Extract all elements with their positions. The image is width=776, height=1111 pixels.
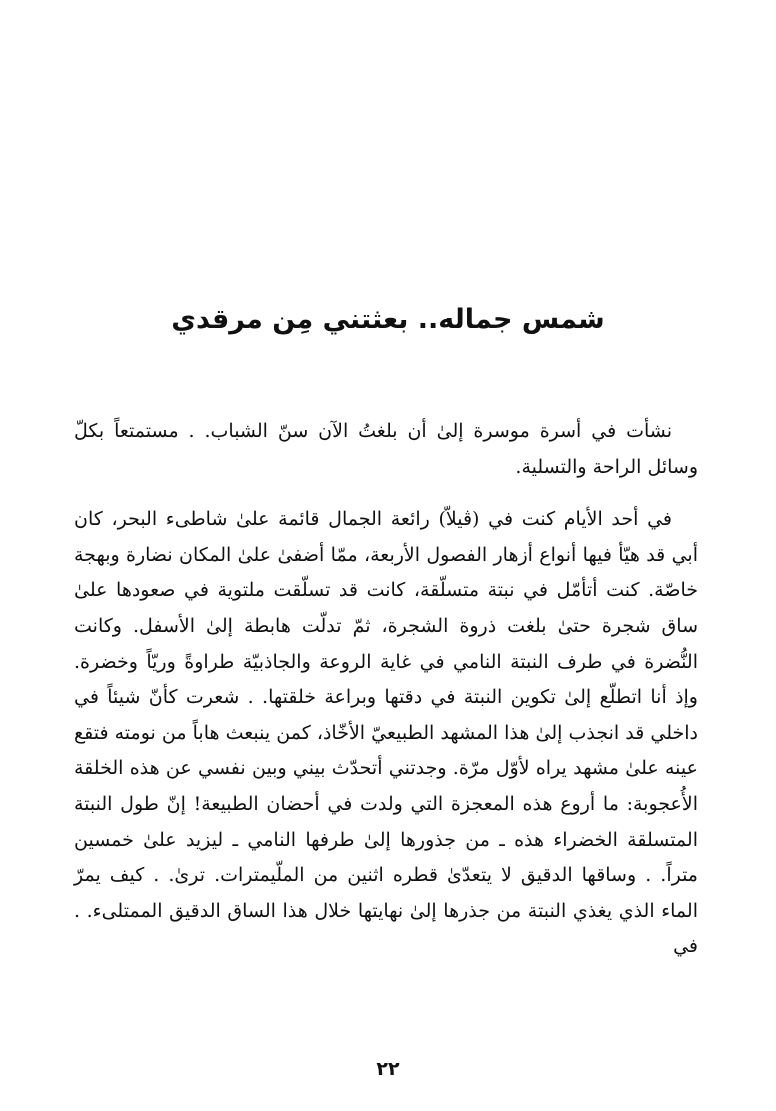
paragraph-villa: في أحد الأيام كنت في (ڤيلاّ) رائعة الجمال قائمة علىٰ شاطىء البحر، كان أبي قد هيّأ فيها أنواع أزهار الفصول الأربعة، ممّا أضفىٰ علىٰ المكان نضارة وبهجة خاصّة. كنت أتأمّل في نبتة متسلّقة، كانت قد تسلّقت ملتوية في صعودها علىٰ ساق شجرة حتىٰ بلغت ذروة الشجرة، ثمّ تدلّت هابطة إلىٰ الأسفل. وكانت النُّضرة في طرف النبتة النامي في غاية الروعة والجاذبيّة طراوةً وريّاً وخضرة. وإذ أنا اتطلّع إلىٰ تكوين النبتة في دقتها وبراعة خلقتها. . شعرت كأنّ شيئاً في داخلي قد انجذب إلىٰ هذا المشهد الطبيعيّ الأخّاذ، كمن ينبعث هاباً من نومته فتقع عينه علىٰ مشهد يراه لأوّل مرّة. وجدتني أتحدّث بيني وبين نفسي عن هذه الخلقة الأُعجوبة: ما أروع هذه المعجزة التي ولدت في أحضان الطبيعة! إنّ طول النبتة المتسلقة الخضراء هذه ـ من جذورها إلىٰ طرفها النامي ـ ليزيد علىٰ خمسين متراً. . وساقها الدقيق لا يتعدّىٰ قطره اثنين من الملّيمترات. ترىٰ. . كيف يمرّ الماء الذي يغذي النبتة من جذرها إلىٰ نهايتها خلال هذا الساق الدقيق الممتلىء. . في	[74, 508, 698, 958]
page-number: ٢٢	[376, 1058, 400, 1080]
chapter-title: شمس جماله.. بعثتني مِن مرقدي	[171, 304, 605, 335]
paragraph-intro: نشأت في أسرة موسرة إلىٰ أن بلغتُ الآن سنّ الشباب. . مستمتعاً بكلّ وسائل الراحة والتسلية.	[74, 420, 698, 478]
body-text	[74, 414, 698, 965]
